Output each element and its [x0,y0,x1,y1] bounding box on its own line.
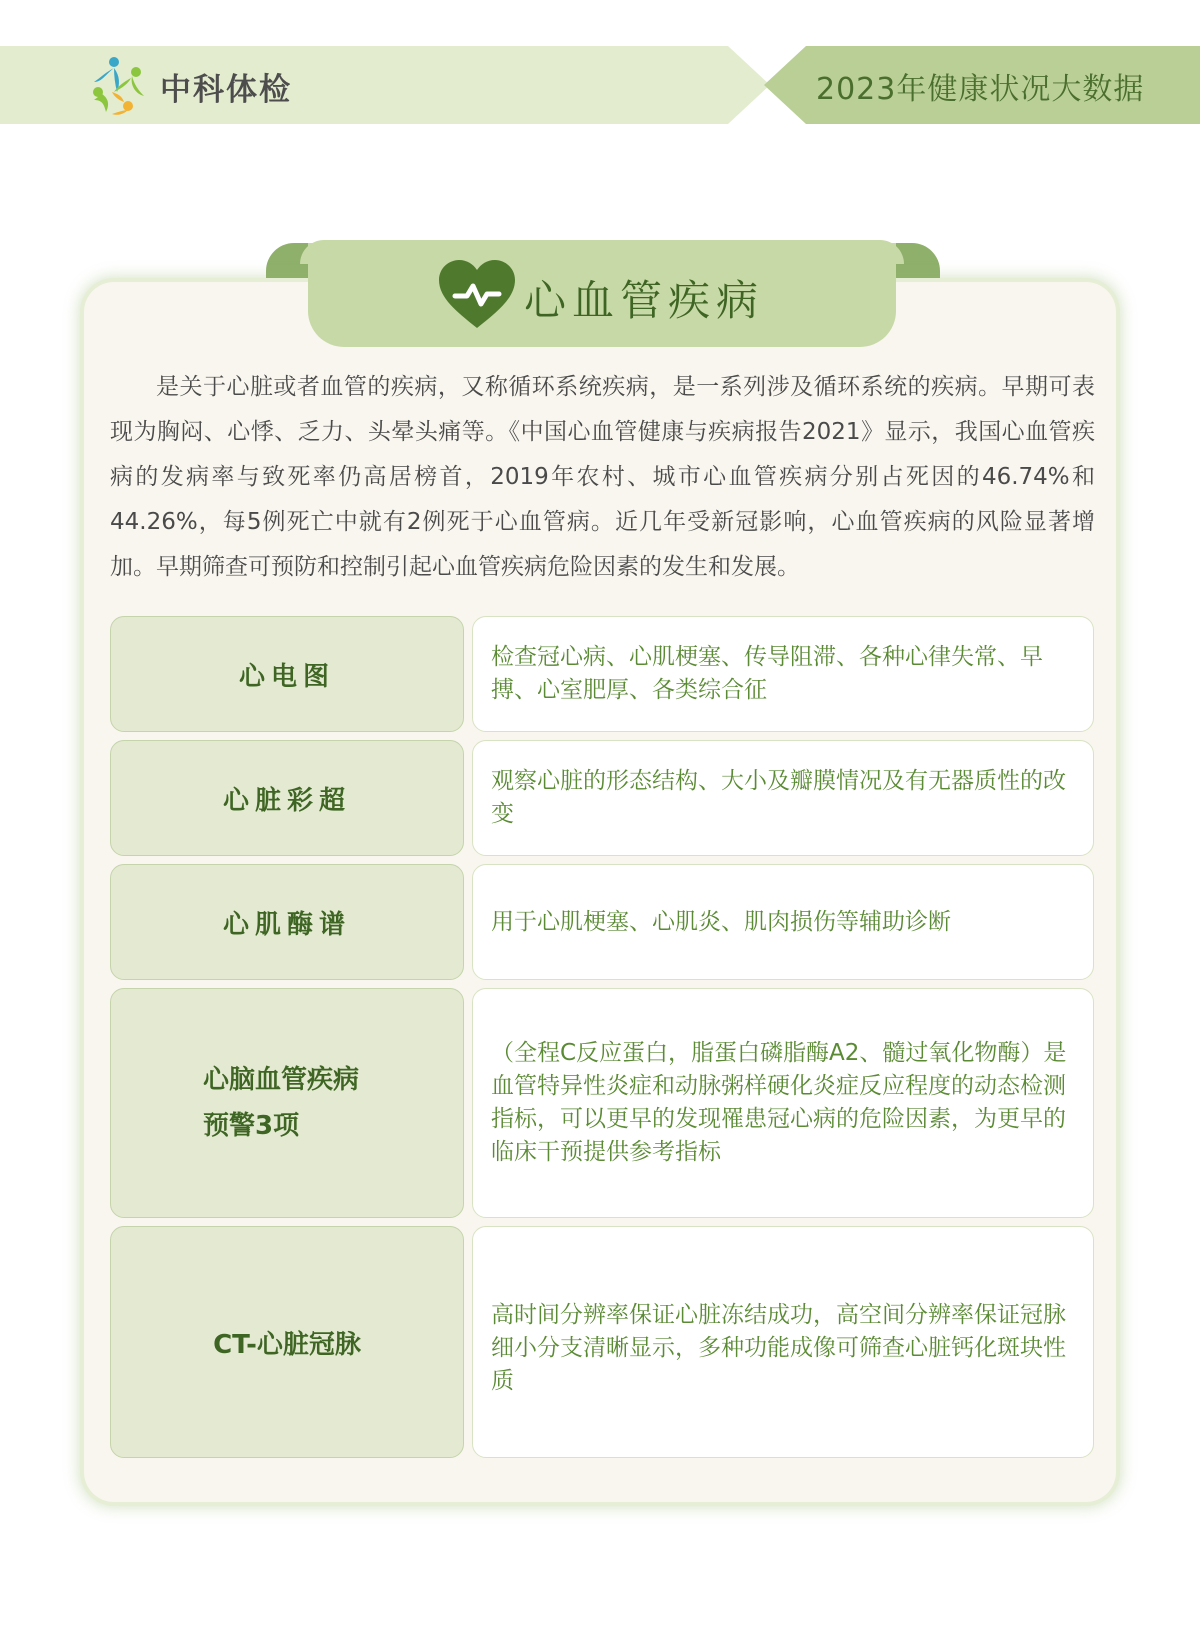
table-row [110,740,1094,856]
heart-pulse-icon [437,258,517,330]
exam-name: 心脏彩超 [110,740,464,856]
exam-name-line: 预警3项 [203,1111,300,1141]
logo-icon [84,52,150,118]
table-row [110,864,1094,980]
table-row [110,1226,1094,1458]
brand-name: 中科体检 [160,72,292,108]
exam-description: 高时间分辨率保证心脏冻结成功，高空间分辨率保证冠脉细小分支清晰显示，多种功能成像可筛查心脏钙化斑块性质 [472,1226,1094,1458]
exam-description: （全程C反应蛋白，脂蛋白磷脂酶A2、髓过氧化物酶）是血管特异性炎症和动脉粥样硬化炎症反应程度的动态检测指标，可以更早的发现罹患冠心病的危险因素，为更早的临床干预提供参考指标 [472,988,1094,1218]
table-row [110,616,1094,732]
exam-description: 观察心脏的形态结构、大小及瓣膜情况及有无器质性的改变 [472,740,1094,856]
exam-description: 用于心肌梗塞、心肌炎、肌肉损伤等辅助诊断 [472,864,1094,980]
header-banner [0,46,1200,124]
intro-paragraph: 是关于心脏或者血管的疾病，又称循环系统疾病，是一系列涉及循环系统的疾病。早期可表现为胸闷、心悸、乏力、头晕头痛等。《中国心血管健康与疾病报告2021》显示，我国心血管疾病的发病率与致死率仍高居榜首，2019年农村、城市心血管疾病分别占死因的46.74%和44.26%，每5例死亡中就有2例死于心血管病。近几年受新冠影响，心血管疾病的风险显著增加。早期筛查可预防和控制引起心血管疾病危险因素的发生和发展。 [110,374,1095,580]
exam-name: 心肌酶谱 [110,864,464,980]
exam-name-line: 心脑血管疾病 [203,1065,360,1095]
header-title: 2023年健康状况大数据 [816,72,1145,107]
exam-name: 心电图 [110,616,464,732]
section-title: 心血管疾病 [524,276,765,325]
exam-name: CT-心脏冠脉 [110,1226,464,1458]
exam-description: 检查冠心病、心肌梗塞、传导阻滞、各种心律失常、早搏、心室肥厚、各类综合征 [472,616,1094,732]
exam-name [110,988,464,1218]
table-row [110,988,1094,1218]
